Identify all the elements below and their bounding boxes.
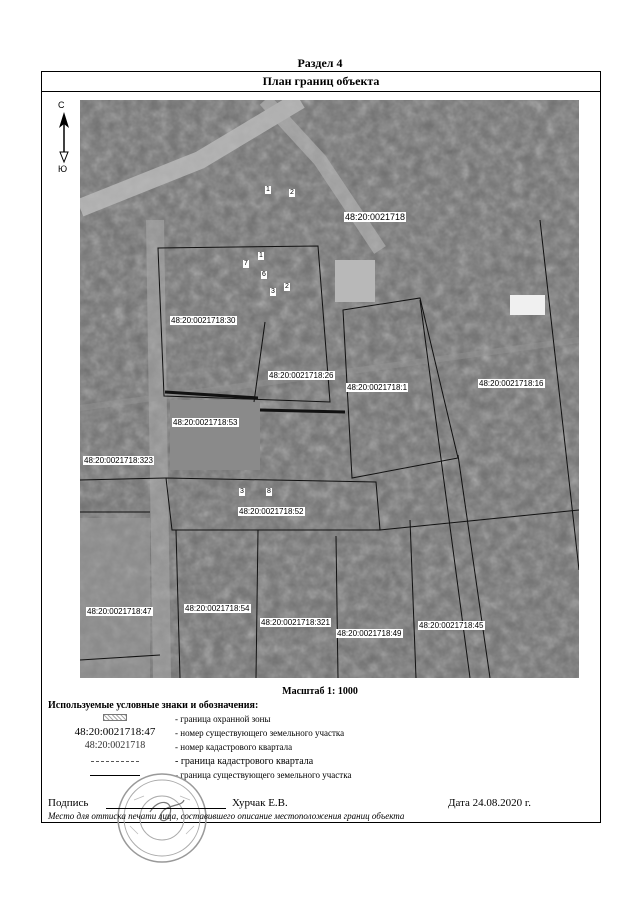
legend-desc-parcel-boundary: - граница существующего земельного участка bbox=[175, 770, 352, 780]
legend-symbol-quarter-number: 48:20:0021718 bbox=[84, 740, 146, 751]
legend-desc-quarter-boundary: - граница кадастрового квартала bbox=[175, 756, 314, 767]
scale-text: Масштаб 1: 1000 bbox=[282, 686, 358, 697]
label-parcel-1: 48:20:0021718:1 bbox=[347, 383, 408, 392]
legend-title: Используемые условные знаки и обозначения: bbox=[48, 700, 259, 711]
label-parcel-16: 48:20:0021718:16 bbox=[479, 379, 544, 388]
label-parcel-321: 48:20:0021718:321 bbox=[261, 618, 330, 627]
legend-desc-quarter-number: - номер кадастрового квартала bbox=[175, 742, 293, 752]
compass-north: С bbox=[58, 100, 65, 110]
legend-desc-protection-zone: - граница охранной зоны bbox=[175, 714, 271, 724]
aerial-map bbox=[80, 100, 579, 678]
legend-symbol-protection-zone bbox=[60, 712, 170, 724]
point-marker: 3 bbox=[271, 288, 275, 295]
compass-south: Ю bbox=[58, 164, 68, 174]
point-marker: 8 bbox=[267, 488, 271, 495]
label-parcel-45: 48:20:0021718:45 bbox=[419, 621, 484, 630]
map-background bbox=[80, 100, 579, 678]
label-parcel-30: 48:20:0021718:30 bbox=[171, 316, 236, 325]
label-parcel-323: 48:20:0021718:323 bbox=[84, 456, 153, 465]
label-parcel-52: 48:20:0021718:52 bbox=[239, 507, 304, 516]
legend-symbol-quarter-boundary bbox=[60, 755, 170, 767]
label-parcel-54: 48:20:0021718:54 bbox=[185, 604, 250, 613]
point-marker: 1 bbox=[259, 252, 263, 259]
signature-date: Дата 24.08.2020 г. bbox=[448, 797, 531, 809]
label-parcel-26: 48:20:0021718:26 bbox=[269, 371, 334, 380]
compass bbox=[54, 100, 76, 180]
point-marker: 3 bbox=[240, 488, 244, 495]
point-marker: 6 bbox=[262, 271, 266, 278]
point-marker: 2 bbox=[290, 189, 294, 196]
signature-label: Подпись bbox=[48, 797, 89, 809]
point-marker: 7 bbox=[244, 260, 248, 267]
section-title: Раздел 4 bbox=[297, 56, 343, 70]
signature-line bbox=[106, 808, 226, 809]
point-marker: 1 bbox=[266, 186, 270, 193]
point-marker: 2 bbox=[285, 283, 289, 290]
compass-arrow-icon bbox=[54, 110, 74, 164]
legend-symbol-parcel-number: 48:20:0021718:47 bbox=[74, 726, 156, 738]
signer-name: Хурчак Е.В. bbox=[232, 797, 288, 809]
label-parcel-49: 48:20:0021718:49 bbox=[337, 629, 402, 638]
label-quarter: 48:20:0021718 bbox=[345, 212, 406, 222]
label-parcel-53: 48:20:0021718:53 bbox=[173, 418, 238, 427]
legend-desc-parcel-number: - номер существующего земельного участка bbox=[175, 728, 345, 738]
label-parcel-47: 48:20:0021718:47 bbox=[87, 607, 152, 616]
stamp-place-note: Место для оттиска печати лица, составившего описание местоположения границ объекта bbox=[48, 811, 405, 821]
plan-title: План границ объекта bbox=[41, 71, 601, 92]
